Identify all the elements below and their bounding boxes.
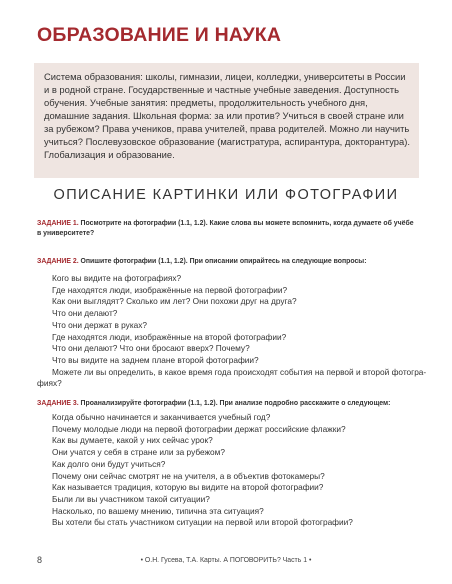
footer-text: • О.Н. Гусева, Т.А. Карты. А ПОГОВОРИТЬ? Часть 1 • <box>140 557 312 564</box>
question-item: Можете ли вы определить, в какое время года происходят события на первой и второй фотогра- <box>52 366 427 377</box>
question-item: Что вы видите на заднем плане второй фотографии? <box>52 354 259 365</box>
task-2-text: Опишите фотографии (1.1, 1.2). При описании опирайтесь на следующие вопросы: <box>78 258 367 265</box>
question-item: Как называется традиция, которую вы видите на второй фотографии? <box>52 482 324 493</box>
question-item: Что они делают? <box>52 308 118 319</box>
intro-line: Система образования: школы, гимназии, лицеи, колледжи, университеты в России <box>44 71 406 82</box>
task-2-heading <box>37 257 422 267</box>
question-item: Как вы думаете, какой у них сейчас урок? <box>52 435 213 446</box>
page-number: 8 <box>37 555 43 565</box>
task-1-text-continued: в университете? <box>37 230 95 237</box>
question-item: Когда обычно начинается и заканчивается учебный год? <box>52 412 271 422</box>
intro-line: учиться? Послевузовское образование (магистратура, аспирантура, докторантура). <box>44 136 410 147</box>
task-3-heading <box>37 399 422 409</box>
question-item: Как долго они будут учиться? <box>52 458 166 469</box>
task-1-heading <box>37 219 422 239</box>
question-item: Почему молодые люди на первой фотографии держат российские флажки? <box>52 423 346 434</box>
question-item: Где находятся люди, изображённые на второй фотографии? <box>52 331 287 342</box>
intro-line: Глобализация и образование. <box>44 149 175 160</box>
task-1-text: Посмотрите на фотографии (1.1, 1.2). Какие слова вы можете вспомнить, когда думаете об учёбе <box>78 220 414 227</box>
page-footer <box>0 555 452 569</box>
task-2-number: ЗАДАНИЕ 2. <box>37 258 79 265</box>
question-item: Что они держат в руках? <box>52 319 148 330</box>
question-item: Вы хотели бы стать участником ситуации на первой или второй фотографии? <box>52 517 353 528</box>
intro-line: за рубежом? Права учеников, права учителей, права родителей. Можно ли научить <box>44 123 410 134</box>
intro-line: и в родной стране. Государственные и частные учебные заведения. Доступность <box>44 84 399 95</box>
task-2-questions <box>37 273 427 390</box>
task-3-number: ЗАДАНИЕ 3. <box>37 400 79 407</box>
page-title: ОБРАЗОВАНИЕ И НАУКА <box>37 24 282 46</box>
task-3-text: Проанализируйте фотографии (1.1, 1.2). При анализе подробно расскажите о следующем: <box>78 400 391 407</box>
task-1-number: ЗАДАНИЕ 1. <box>37 220 79 227</box>
intro-line: домашние задания. Школьная форма: за или против? Учиться в своей стране или <box>44 110 404 121</box>
question-continuation: фиях? <box>37 378 62 389</box>
question-item: Что они делают? Что они бросают вверх? Почему? <box>52 343 250 354</box>
question-item: Почему они сейчас смотрят не на учителя, а в объектив фотокамеры? <box>52 470 325 481</box>
intro-line: обучения. Учебные занятия: предметы, продолжительность учебного дня, <box>44 97 368 108</box>
intro-box <box>34 63 419 178</box>
question-item: Кого вы видите на фотографиях? <box>52 273 182 283</box>
question-item: Они учатся у себя в стране или за рубежом? <box>52 447 225 458</box>
question-item: Были ли вы участником такой ситуации? <box>52 493 210 504</box>
question-item: Как они выглядят? Сколько им лет? Они похожи друг на друга? <box>52 296 297 307</box>
question-item: Насколько, по вашему мнению, типична эта ситуация? <box>52 505 264 516</box>
question-item: Где находятся люди, изображённые на первой фотографии? <box>52 284 288 295</box>
task-3-questions <box>52 412 422 529</box>
section-title: ОПИСАНИЕ КАРТИНКИ ИЛИ ФОТОГРАФИИ <box>53 187 399 203</box>
